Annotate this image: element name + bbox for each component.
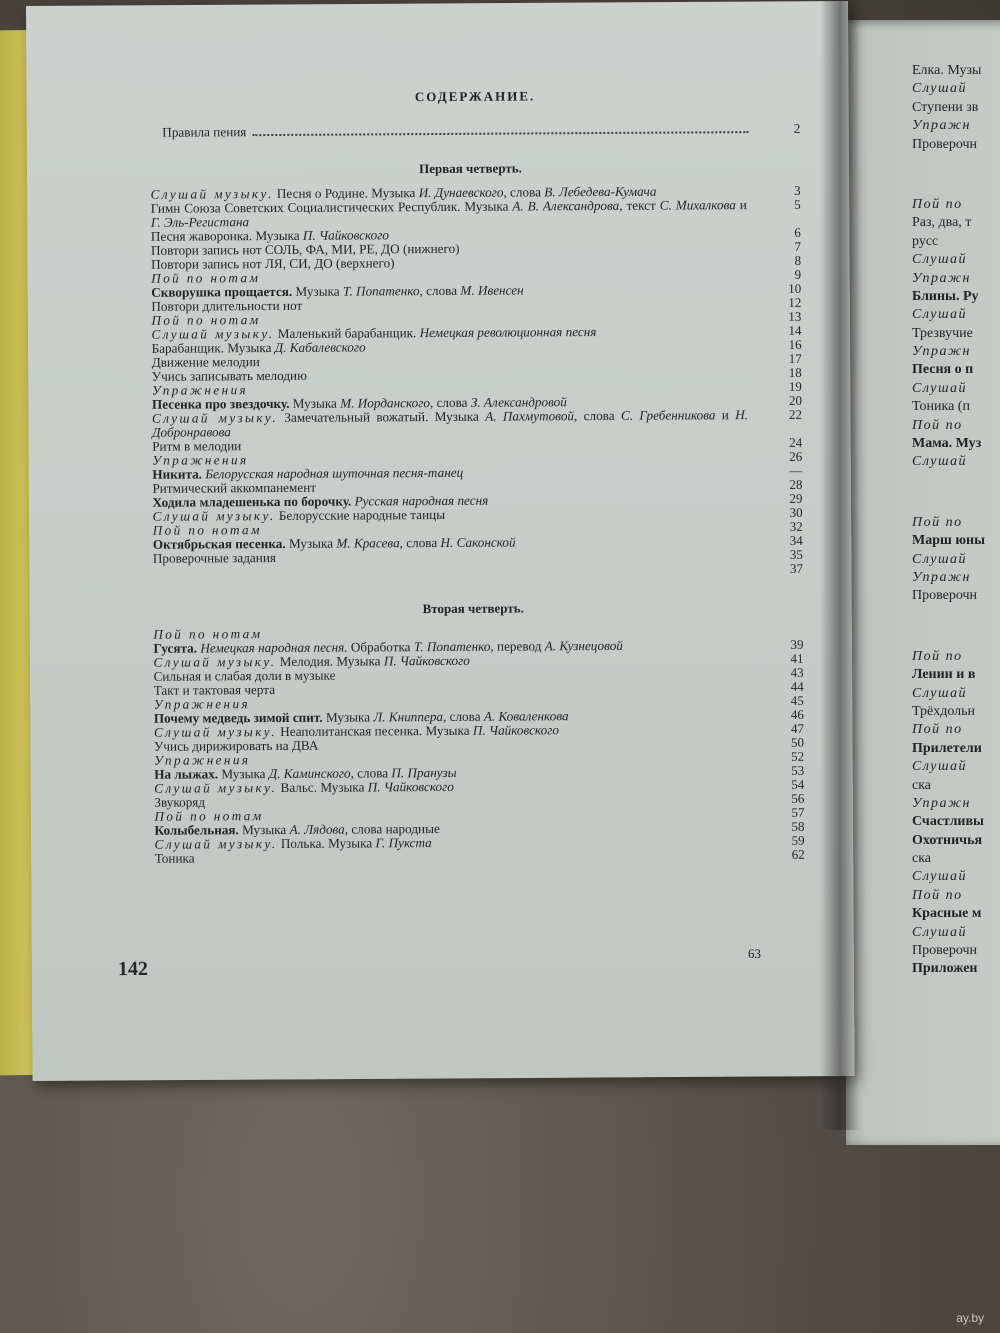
toc-entry-page: 14 [788, 322, 802, 338]
right-page-fragment: Охотничья [912, 832, 983, 848]
right-page-fragment [912, 154, 1000, 196]
toc-entry-page: 62 [791, 846, 805, 862]
watermark: ay.by [956, 1311, 984, 1325]
toc-entry [151, 198, 801, 230]
right-page-fragment: Упражн [912, 344, 971, 360]
toc-entry-text: Повтори длительности нот [151, 297, 303, 314]
right-page-fragment: Пой по [912, 648, 963, 664]
right-page-fragment: Елка. Музы [912, 63, 982, 78]
toc-entry-text: Звукоряд [154, 794, 206, 810]
right-page-fragment: Слушай [912, 454, 968, 470]
toc-entry-page: 22 [788, 406, 803, 422]
toc-entry-text: Слушай музыку. Песня о Родине. Музыка И. Дунаевского, слова В. Лебедева-Кумача [150, 183, 657, 202]
toc-entry-page: 56 [791, 790, 805, 806]
toc-entry-text: Сильная и слабая доли в музыке [153, 667, 336, 684]
toc-entry-text: Пой по нотам [151, 312, 261, 328]
right-page-fragment: Пой по [912, 514, 963, 530]
toc-entry-page: 43 [790, 664, 804, 680]
toc-entry-page: 45 [790, 692, 804, 708]
right-page-fragment: Трезвучие [912, 325, 973, 341]
toc-entry-page: 41 [790, 650, 804, 666]
toc-entry-page: 53 [791, 762, 805, 778]
toc-entry-page: 3 [794, 182, 801, 198]
toc-entry-text: Слушай музыку. Маленький барабанщик. Немецкая революционная песня [151, 324, 597, 342]
right-page-fragment: Пой по [912, 196, 963, 212]
right-page-fragment: Упражн [912, 795, 971, 811]
toc-entry-page: 57 [791, 804, 805, 820]
toc-entry-page: 17 [788, 350, 802, 366]
toc-entry-text: Слушай музыку. Полька. Музыка Г. Пукста [154, 835, 432, 852]
right-page-fragment: Блины. Ру [912, 288, 979, 304]
toc-entry-text: Тоника [154, 850, 195, 866]
toc-entry-text: Такт и тактовая черта [153, 682, 276, 698]
right-page-fragment: Песня о п [912, 362, 974, 378]
right-page-fragment [912, 606, 1000, 648]
dot-leader [252, 130, 748, 136]
toc-entry-text: Ходила младешенька по борочку. Русская народная песня [152, 492, 489, 510]
right-page-fragment: ска [912, 851, 932, 867]
toc-entry-page: 12 [788, 294, 802, 310]
toc-entry-text: Ритмический аккомпанемент [152, 479, 317, 496]
right-page-fragment: Марш юны [912, 533, 986, 549]
toc-entry-text: Скворушка прощается. Музыка Т. Попатенко, слова М. Ивенсен [151, 282, 524, 300]
right-page-fragments [912, 62, 1000, 979]
toc-entry-text: Учись записывать мелодию [151, 367, 307, 384]
toc-entry-text: Колыбельная. Музыка А. Лядова, слова народные [154, 820, 440, 838]
toc-entry-page: 24 [789, 434, 803, 450]
toc-rules-row [162, 122, 800, 140]
toc-entry-text: Пой по нотам [152, 522, 262, 538]
right-page-fragment: Раз, два, т [912, 215, 972, 231]
toc-entry-page: 32 [789, 518, 803, 534]
toc-entry-text: Пой по нотам [151, 270, 261, 286]
toc-entry-page: 59 [791, 832, 805, 848]
right-page-fragment: Упражн [912, 569, 971, 585]
right-page-fragment: Слушай [912, 869, 968, 885]
toc-entry-page: 44 [790, 678, 804, 694]
toc-sections [110, 160, 804, 866]
right-page-fragment: Ступени зв [912, 99, 979, 115]
toc-entry-text: Барабанщик. Музыка Д. Кабалевского [151, 339, 366, 356]
toc-entry-text: Слушай музыку. Мелодия. Музыка П. Чайковского [153, 652, 470, 670]
rules-page: 2 [793, 120, 801, 136]
trailing-page-number: 63 [747, 945, 762, 962]
page-number: 142 [117, 957, 149, 981]
toc-entry-page: 26 [789, 448, 803, 464]
right-page-fragment: Мама. Муз [912, 436, 982, 452]
toc-entry-text: Повтори запись нот ЛЯ, СИ, ДО (верхнего) [151, 255, 395, 272]
toc-entry-text: Слушай музыку. Неаполитанская песенка. Музыка П. Чайковского [153, 722, 559, 740]
toc-entry-page: 58 [791, 818, 805, 834]
toc-entry-page: 18 [788, 364, 802, 380]
toc-entry-page: 16 [788, 336, 802, 352]
right-page-fragment: ска [912, 777, 932, 793]
rules-label: Правила пения [162, 124, 247, 140]
right-page-fragment: Слушай [912, 759, 968, 775]
toc-entry-page: 37 [789, 560, 803, 576]
toc-entry-page: 46 [790, 706, 804, 722]
toc-entry-page: 20 [788, 392, 802, 408]
right-page-fragment: Слушай [912, 685, 968, 701]
section-heading: Вторая четверть. [422, 600, 524, 617]
right-page-fragment: Слушай [912, 81, 968, 97]
toc-entry-page: 35 [789, 546, 803, 562]
toc-entry-page: 10 [788, 280, 802, 296]
toc-entry-text: Гусята. Немецкая народная песня. Обработка Т. Попатенко, перевод А. Кузнецовой [153, 637, 623, 656]
right-page-fragment: Пой по [912, 887, 963, 903]
toc-entry-text: Песенка про звездочку. Музыка М. Иорданского, слова З. Александровой [151, 394, 567, 412]
right-page-fragment: Счастливы [912, 814, 984, 830]
toc-entry-page: 5 [794, 196, 801, 212]
toc-entry-text: Повтори запись нот СОЛЬ, ФА, МИ, РЕ, ДО (нижнего) [150, 240, 460, 258]
toc-entry-text: Ритм в мелодии [152, 438, 242, 454]
toc-entry-text: Октябрьская песенка. Музыка М. Красева, слова Н. Саконской [152, 534, 516, 552]
toc-entry [152, 408, 802, 440]
right-page-fragment [912, 472, 1000, 514]
toc-entry-page: 19 [788, 378, 802, 394]
toc-entry-text: Никита. Белорусская народная шуточная песня-танец [152, 464, 464, 482]
toc-entry-text: Пой по нотам [153, 626, 263, 642]
right-page-fragment: Пой по [912, 417, 963, 433]
toc-entry-page: 13 [788, 308, 802, 324]
toc-entry-text: Учись дирижировать на ДВА [153, 737, 319, 754]
right-page-fragment: Тоника (п [912, 399, 970, 415]
toc-entry-page: 50 [790, 734, 805, 750]
section-heading: Первая четверть. [419, 160, 522, 177]
toc-entry-text: Слушай музыку. Белорусские народные танцы [152, 506, 446, 524]
toc-entry-text: Слушай музыку. Замечательный вожатый. Музыка А. Пахмутовой, слова С. Гребенникова и Н. Добронравова [151, 407, 749, 440]
right-page-fragment: Слушай [912, 380, 968, 396]
toc-entry-text: На лыжах. Музыка Д. Каминского, слова П. Пранузы [154, 764, 457, 782]
right-page-fragment: Приложен [912, 961, 978, 977]
toc-entry-page: 30 [789, 504, 803, 520]
right-page-fragment: Проверочн [912, 136, 978, 152]
toc-entry-text: Упражнения [153, 696, 251, 712]
toc-entry-page: 7 [794, 238, 802, 254]
toc-title: СОДЕРЖАНИЕ. [414, 88, 536, 105]
toc-entry-page: 47 [790, 720, 804, 736]
right-page-fragment: Слушай [912, 252, 968, 268]
toc-entry-text: Слушай музыку. Вальс. Музыка П. Чайковского [154, 778, 454, 796]
right-page-fragment: Упражн [912, 270, 971, 286]
toc-entry-page: 34 [789, 532, 803, 548]
toc-entry-text: Упражнения [154, 752, 251, 768]
right-page-fragment: Слушай [912, 551, 968, 567]
right-page-fragment: Ленин и в [912, 667, 976, 683]
toc-entry-text: Почему медведь зимой спит. Музыка Л. Книппера, слова А. Коваленкова [153, 708, 569, 726]
toc-entry-text: Движение мелодии [151, 354, 260, 370]
book-gutter [820, 0, 860, 1130]
right-page-fragment: Слушай [912, 924, 968, 940]
table-of-contents [110, 84, 805, 866]
toc-entry-page: 54 [791, 776, 805, 792]
toc-entry-page: 29 [789, 490, 803, 506]
right-page-fragment: русс [912, 233, 939, 249]
right-page-fragment: Пой по [912, 722, 963, 738]
toc-entry-text: Пой по нотам [154, 808, 264, 824]
right-page-fragment: Проверочн [912, 588, 978, 604]
toc-entry-text: Проверочные задания [152, 549, 276, 566]
toc-entry-page: 9 [794, 266, 802, 282]
toc-entry-text: Упражнения [151, 382, 249, 398]
toc-entry-text: Гимн Союза Советских Социалистических Республик. Музыка А. В. Александрова, текст С. Михалкова и Г. Эль-Регистана [150, 197, 747, 230]
toc-entry-text: Упражнения [152, 452, 249, 468]
toc-entry-page: 28 [789, 476, 803, 492]
toc-entry-page: — [789, 462, 803, 478]
right-page-fragment: Прилетели [912, 740, 982, 756]
toc-entry-page: 8 [794, 252, 802, 268]
toc-entry-page: 39 [790, 636, 804, 652]
right-page-fragment: Красные м [912, 906, 982, 922]
toc-entry-page: 6 [794, 224, 801, 240]
right-page-fragment: Упражн [912, 118, 971, 134]
right-page-fragment: Слушай [912, 307, 968, 323]
toc-entry-page: 52 [791, 748, 805, 764]
right-page-fragment: Проверочн [912, 943, 978, 959]
right-page-fragment: Трёхдольн [912, 703, 976, 719]
toc-entry-text: Песня жаворонка. Музыка П. Чайковского [150, 227, 390, 244]
